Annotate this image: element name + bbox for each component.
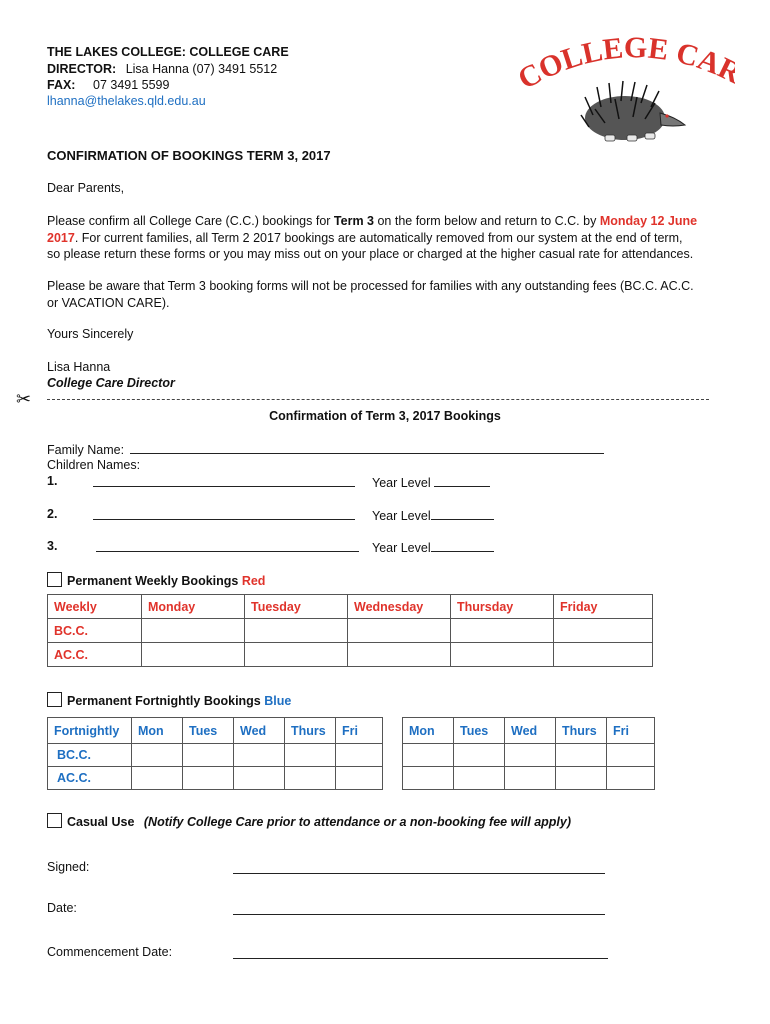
booking-cell[interactable]: [454, 744, 505, 767]
fortnightly-table-week2: [402, 717, 655, 790]
p1-deadline-b: 2017: [47, 230, 75, 245]
child-1-year-row: [372, 474, 490, 490]
booking-cell[interactable]: [451, 619, 554, 643]
weekly-label: Permanent Weekly Bookings: [67, 574, 242, 588]
form-title: Confirmation of Term 3, 2017 Bookings: [269, 409, 501, 423]
fortnightly-header-cell: Tues: [454, 718, 505, 744]
weekly-header-cell: Tuesday: [245, 595, 348, 619]
booking-cell[interactable]: [607, 767, 655, 790]
child-1-name-field[interactable]: [93, 474, 355, 487]
fax-value: 07 3491 5599: [93, 78, 170, 92]
fax-label: FAX:: [47, 78, 76, 92]
college-name: THE LAKES COLLEGE: COLLEGE CARE: [47, 45, 289, 59]
booking-cell[interactable]: [336, 744, 383, 767]
booking-cell[interactable]: [607, 744, 655, 767]
child-3-number: 3.: [47, 539, 58, 553]
fortnightly-header-cell: Fri: [607, 718, 655, 744]
fortnightly-row-label: BC.C.: [48, 744, 132, 767]
fortnightly-header-cell: Wed: [234, 718, 285, 744]
weekly-checkbox[interactable]: [47, 572, 62, 587]
signed-field[interactable]: [233, 861, 605, 874]
commencement-date-label: Commencement Date:: [47, 945, 173, 959]
director-line: [47, 62, 277, 76]
child-2-year-label: Year Level: [372, 509, 431, 523]
weekly-header-row: [48, 595, 653, 619]
cut-line: [47, 399, 709, 400]
fax-line: [47, 78, 170, 92]
booking-cell[interactable]: [505, 767, 556, 790]
fortnightly-label: Permanent Fortnightly Bookings: [67, 694, 265, 708]
p1-text-c: . For current families, all Term 2 2017 bookings are automatically removed from our system at the end of term,: [74, 230, 683, 245]
booking-cell[interactable]: [142, 643, 245, 667]
family-name-field[interactable]: [130, 441, 604, 454]
weekly-option: [47, 572, 265, 588]
date-field[interactable]: [233, 902, 605, 915]
booking-cell[interactable]: [348, 619, 451, 643]
booking-cell[interactable]: [132, 767, 183, 790]
child-3-name-field[interactable]: [96, 539, 359, 552]
p1-text-d: so please return these forms or you may miss out on your place or charged at the higher casual rate for attendances.: [47, 247, 694, 261]
closing: Yours Sincerely: [47, 327, 134, 341]
fortnightly-header-cell: Thurs: [556, 718, 607, 744]
logo-text: COLLEGE CA: [515, 35, 725, 96]
fortnightly-header-cell: Mon: [403, 718, 454, 744]
child-3-year-label: Year Level: [372, 541, 431, 555]
scissors-icon: ✂: [16, 389, 32, 409]
booking-cell[interactable]: [183, 744, 234, 767]
booking-cell[interactable]: [505, 744, 556, 767]
booking-cell[interactable]: [556, 767, 607, 790]
p1-text-a: Please confirm all College Care (C.C.) bookings for: [47, 214, 334, 228]
weekly-acc-row: [48, 643, 653, 667]
booking-cell[interactable]: [556, 744, 607, 767]
child-1-number: 1.: [47, 474, 58, 488]
fortnightly-header-cell: Thurs: [285, 718, 336, 744]
weekly-row-label: BC.C.: [48, 619, 142, 643]
fortnightly-week2-bcc-row: [403, 744, 655, 767]
signed-label: Signed:: [47, 860, 90, 874]
paragraph-2: [47, 278, 694, 311]
booking-cell[interactable]: [348, 643, 451, 667]
fortnightly-checkbox[interactable]: [47, 692, 62, 707]
p1-term: Term 3: [333, 214, 374, 228]
booking-cell[interactable]: [403, 744, 454, 767]
casual-option: [47, 813, 571, 829]
director-label: DIRECTOR:: [47, 62, 117, 76]
fortnightly-color-word: Blue: [264, 694, 292, 708]
p1-deadline-a: Monday 12 June: [599, 214, 698, 228]
fortnightly-bcc-row: [48, 744, 383, 767]
child-1-year-field[interactable]: [434, 474, 490, 487]
weekly-header-cell: Weekly: [48, 595, 142, 619]
weekly-row-label: AC.C.: [48, 643, 142, 667]
p2-text-a: Please be aware that Term 3 booking forms will not be processed for families with any outstanding fees (BC.C. AC.C.: [47, 279, 694, 293]
director-value: Lisa Hanna (07) 3491 5512: [125, 62, 278, 76]
casual-checkbox[interactable]: [47, 813, 62, 828]
college-care-logo: [515, 35, 735, 145]
weekly-header-cell: Monday: [142, 595, 245, 619]
child-3-year-field[interactable]: [431, 539, 494, 552]
weekly-header-cell: Wednesday: [348, 595, 451, 619]
weekly-header-cell: Friday: [554, 595, 653, 619]
children-names-label: Children Names:: [47, 458, 141, 472]
child-2-name-field[interactable]: [93, 507, 355, 520]
greeting: Dear Parents,: [47, 181, 125, 195]
commencement-date-field[interactable]: [233, 946, 608, 959]
weekly-table: [47, 594, 653, 667]
booking-cell[interactable]: [285, 744, 336, 767]
weekly-bcc-row: [48, 619, 653, 643]
booking-cell[interactable]: [403, 767, 454, 790]
weekly-color-word: Red: [241, 574, 266, 588]
signatory-title: College Care Director: [47, 376, 175, 390]
booking-cell[interactable]: [183, 767, 234, 790]
family-name-row: [47, 441, 604, 457]
casual-label: Casual Use: [67, 815, 135, 829]
fortnightly-row-label: AC.C.: [48, 767, 132, 790]
fortnightly-header-cell: Fortnightly: [48, 718, 132, 744]
fortnightly-header-row: [403, 718, 655, 744]
fortnightly-option: [47, 692, 291, 708]
booking-cell[interactable]: [234, 744, 285, 767]
fortnightly-header-cell: Fri: [336, 718, 383, 744]
family-name-label: Family Name:: [47, 443, 125, 457]
fortnightly-header-cell: Wed: [505, 718, 556, 744]
paragraph-1: [47, 213, 747, 263]
weekly-header-cell: Thursday: [451, 595, 554, 619]
booking-cell[interactable]: [245, 643, 348, 667]
booking-cell[interactable]: [285, 767, 336, 790]
signatory-name: Lisa Hanna: [47, 360, 111, 374]
email-link[interactable]: lhanna@thelakes.qld.edu.au: [47, 94, 206, 108]
child-3-year-row: [372, 539, 494, 555]
fortnightly-header-cell: Tues: [183, 718, 234, 744]
booking-cell[interactable]: [132, 744, 183, 767]
booking-cell[interactable]: [554, 619, 653, 643]
fortnightly-acc-row: [48, 767, 383, 790]
booking-cell[interactable]: [554, 643, 653, 667]
casual-note: (Notify College Care prior to attendance or a non-booking fee will apply): [143, 815, 572, 829]
booking-cell[interactable]: [234, 767, 285, 790]
fortnightly-table-week1: [47, 717, 383, 790]
echidna-icon: [581, 81, 685, 141]
p1-text-b: on the form below and return to C.C. by: [374, 214, 600, 228]
child-1-year-label: Year Level: [372, 476, 431, 490]
letter-title: CONFIRMATION OF BOOKINGS TERM 3, 2017: [47, 148, 331, 163]
booking-cell[interactable]: [454, 767, 505, 790]
child-2-year-row: [372, 507, 494, 523]
booking-cell[interactable]: [336, 767, 383, 790]
booking-cell[interactable]: [451, 643, 554, 667]
child-2-year-field[interactable]: [431, 507, 494, 520]
booking-cell[interactable]: [245, 619, 348, 643]
fortnightly-header-cell: Mon: [132, 718, 183, 744]
child-2-number: 2.: [47, 507, 58, 521]
booking-cell[interactable]: [142, 619, 245, 643]
fortnightly-week2-acc-row: [403, 767, 655, 790]
p2-text-b: or VACATION CARE).: [47, 295, 170, 310]
date-label: Date:: [47, 901, 77, 915]
fortnightly-header-row: [48, 718, 383, 744]
